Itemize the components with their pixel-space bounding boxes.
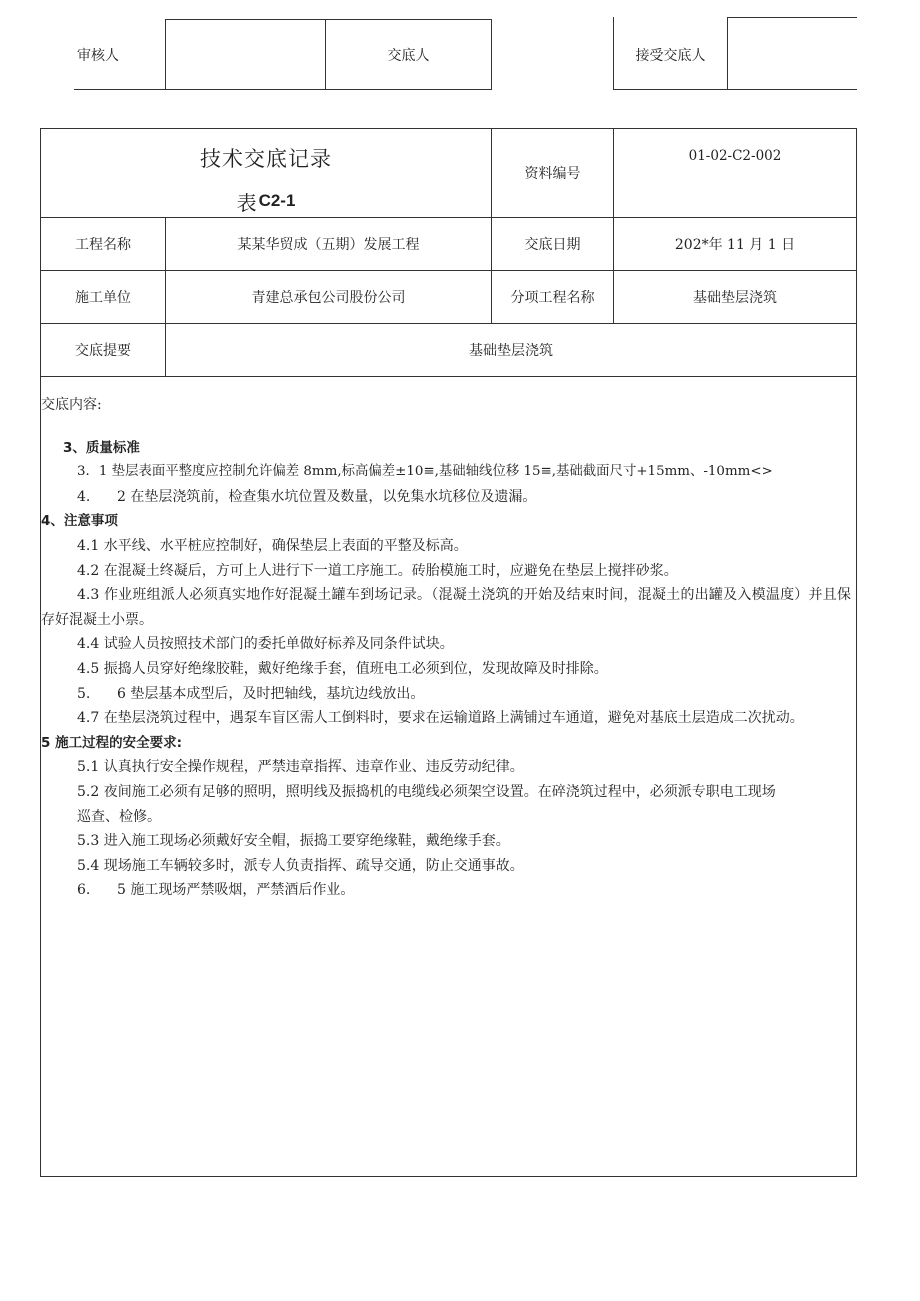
section-notes: 4、注意事项 bbox=[41, 513, 118, 530]
item-5-5: 6. 5 施工现场严禁吸烟，严禁酒后作业。 bbox=[77, 882, 355, 899]
item-4-4: 4.4 试验人员按照技术部门的委托单做好标养及同条件试块。 bbox=[77, 636, 454, 653]
item-4-6: 5. 6 垫层基本成型后，及时把轴线，基坑边线放出。 bbox=[77, 685, 425, 702]
item-5-2: 5.2 夜间施工必须有足够的照明，照明线及振捣机的电缆线必须架空设置。在碎浇筑过程中，必须派专职电工现场 bbox=[77, 783, 776, 800]
item-4-5: 4.5 振捣人员穿好绝缘胶鞋，戴好绝缘手套，值班电工必须到位，发现故障及时排除。 bbox=[77, 660, 608, 677]
project-name-value[interactable]: 某某华贸成（五期）发展工程 bbox=[237, 237, 420, 253]
discloser-label: 交底人 bbox=[387, 47, 430, 64]
spacer bbox=[41, 418, 851, 436]
subitem-label: 分项工程名称 bbox=[510, 290, 595, 306]
item-5-1: 5.1 认真执行安全操作规程，严禁违章指挥、违章作业、违反劳动纪律。 bbox=[77, 759, 524, 776]
item-4-2: 4.2 在混凝土终凝后，方可上人进行下一道工序施工。砖胎模施工时，应避免在垫层上搅拌砂浆。 bbox=[77, 562, 678, 579]
form-code-prefix: 表 bbox=[236, 190, 257, 215]
item-4-7: 4.7 在垫层浇筑过程中，遇泵车盲区需人工倒料时，要求在运输道路上满铺过车通道，避免对基底土层造成二次扰动。 bbox=[77, 710, 804, 727]
project-name-label: 工程名称 bbox=[75, 237, 131, 253]
item-5-3: 5.3 进入施工现场必须戴好安全帽，振捣工要穿绝缘鞋，戴绝缘手套。 bbox=[77, 833, 510, 850]
doc-no-label: 资料编号 bbox=[524, 166, 581, 182]
subitem-value[interactable]: 基础垫层浇筑 bbox=[693, 290, 777, 306]
summary-value[interactable]: 基础垫层浇筑 bbox=[469, 343, 553, 359]
date-value[interactable]: 202*年 11 月 1 日 bbox=[674, 237, 796, 253]
contractor-value[interactable]: 青建总承包公司股份公司 bbox=[251, 290, 406, 306]
item-3-1: 3．1 垫层表面平整度应控制允许偏差 8mm,标高偏差±10≡,基础轴线位移 15≡,基础截面尺寸+15mm、-10mm<> bbox=[77, 464, 773, 480]
item-3-2: 4. 2 在垫层浇筑前，检查集水坑位置及数量，以免集水坑移位及遗漏。 bbox=[77, 488, 537, 505]
contractor-label: 施工单位 bbox=[75, 290, 131, 306]
doc-no-value[interactable]: 01-02-C2-002 bbox=[688, 148, 782, 164]
item-4-3: 4.3 作业班组派人必须真实地作好混凝土罐车到场记录。（混凝土浇筑的开始及结束时间，混凝土的出罐及入模温度）并且保存好混凝土小票。 bbox=[41, 587, 851, 628]
reviewer-signature-field[interactable] bbox=[166, 20, 325, 89]
receiver-signature-field[interactable] bbox=[728, 18, 857, 89]
record-title: 技术交底记录 bbox=[200, 147, 332, 171]
date-label: 交底日期 bbox=[524, 237, 581, 253]
reviewer-label: 审核人 bbox=[77, 47, 119, 64]
section-safety: 5 施工过程的安全要求: bbox=[41, 734, 182, 751]
disclosure-content bbox=[41, 393, 851, 903]
item-4-1: 4.1 水平线、水平桩应控制好，确保垫层上表面的平整及标高。 bbox=[77, 537, 468, 554]
item-5-2-cont: 巡查、检修。 bbox=[77, 808, 161, 825]
section-quality-standard: 3、质量标准 bbox=[63, 439, 140, 456]
summary-label: 交底提要 bbox=[75, 343, 131, 359]
receiver-label: 接受交底人 bbox=[635, 47, 706, 64]
form-code-value: C2-1 bbox=[258, 191, 296, 210]
item-5-4: 5.4 现场施工车辆较多时，派专人负责指挥、疏导交通，防止交通事故。 bbox=[77, 857, 524, 874]
form-code bbox=[41, 186, 491, 216]
content-intro: 交底内容: bbox=[41, 397, 102, 413]
